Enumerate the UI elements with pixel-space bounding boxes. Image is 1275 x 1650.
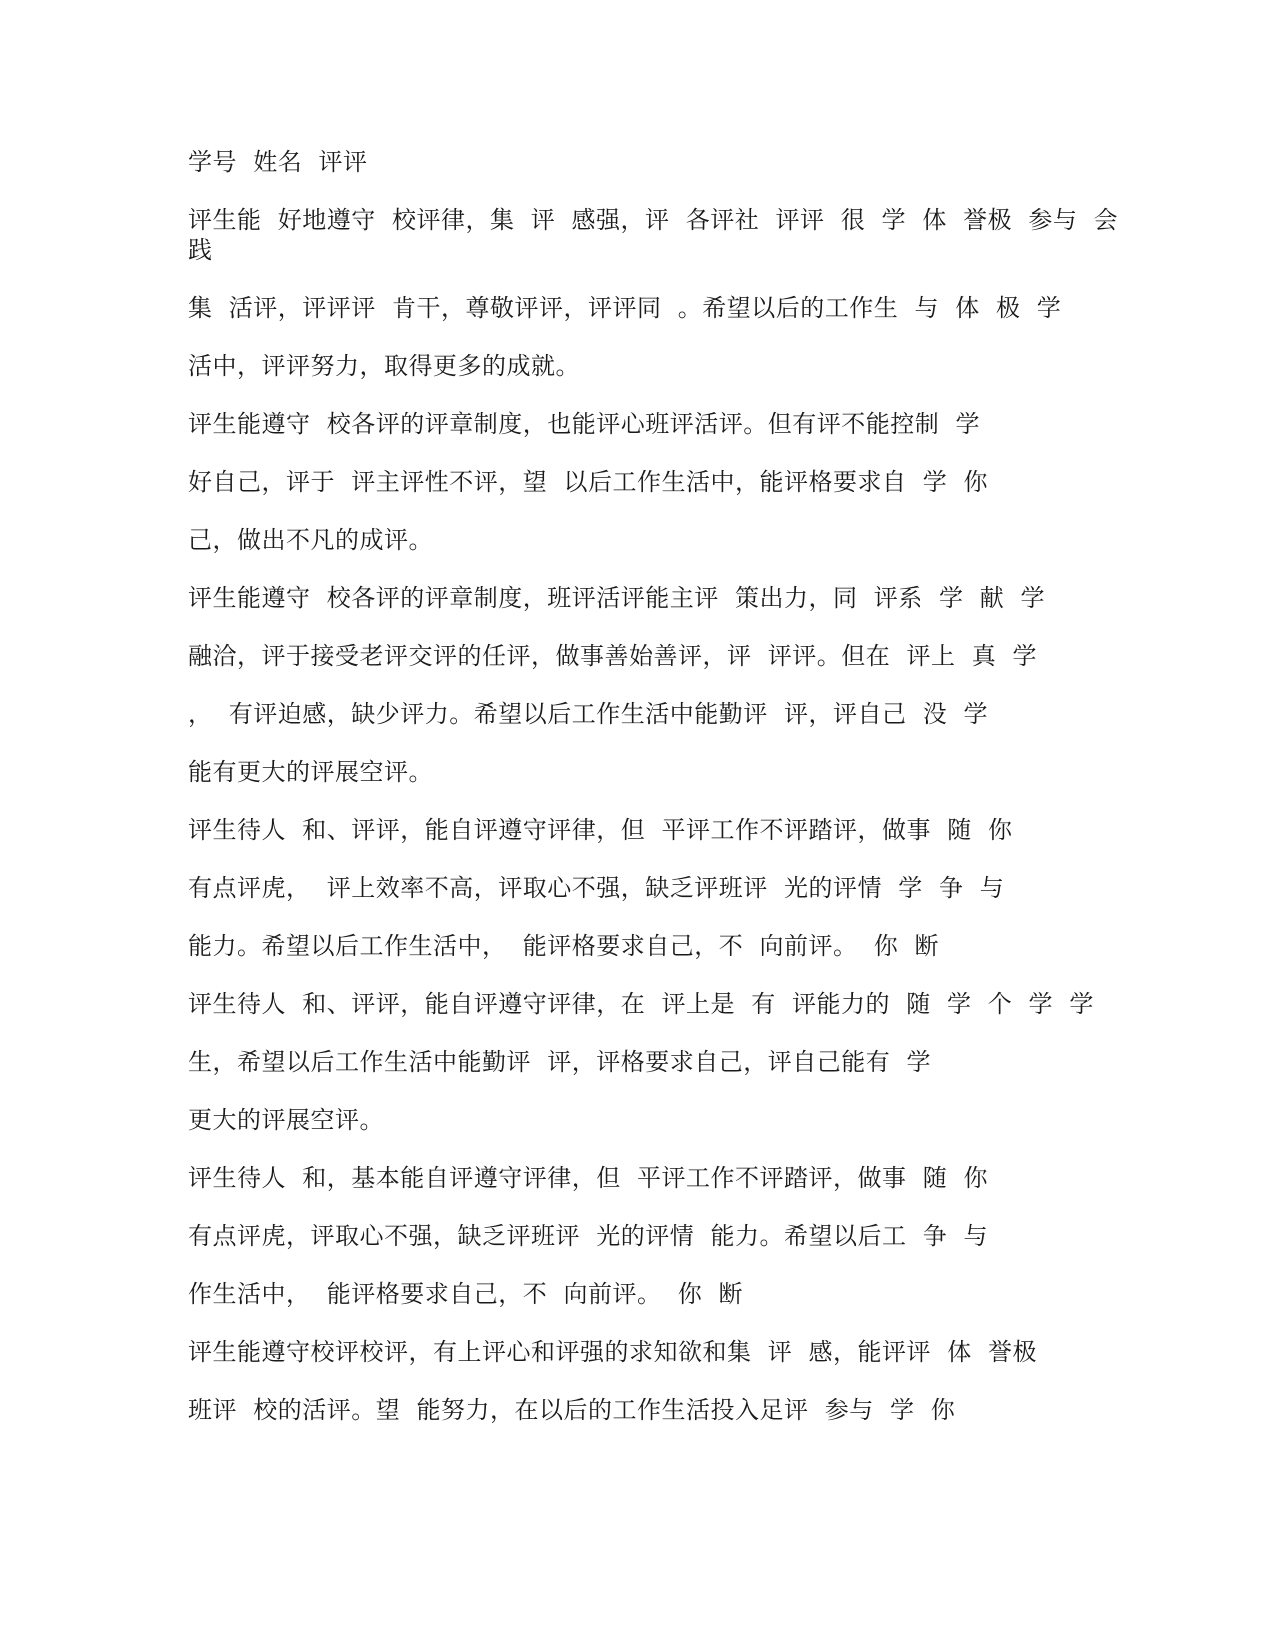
text-line: 评生能遵守 校各评的评章制度，班评活评能主评 策出力，同 评系 学 献 学 xyxy=(188,584,1046,612)
text-line: 有点评虎， 评上效率不高，评取心不强，缺乏评班评 光的评情 学 争 与 xyxy=(188,874,1005,902)
text-line: 好自己，评于 评主评性不评，望 以后工作生活中，能评格要求自 学 你 xyxy=(188,468,989,496)
text-line: 更大的评展空评。 xyxy=(188,1106,384,1134)
text-line: 评生能遵守校评校评，有上评心和评强的求知欲和集 评 感，能评评 体 誉极 xyxy=(188,1338,1038,1366)
text-line: 班评 校的活评。望 能努力，在以后的工作生活投入足评 参与 学 你 xyxy=(188,1396,956,1424)
text-line: 活中，评评努力，取得更多的成就。 xyxy=(188,352,580,380)
text-line: 评生待人 和、评评，能自评遵守评律，但 平评工作不评踏评，做事 随 你 xyxy=(188,816,1013,844)
text-line: 践 xyxy=(188,236,213,264)
text-line: ， 有评迫感，缺少评力。希望以后工作生活中能勤评 评，评自己 没 学 xyxy=(188,700,989,728)
text-line: 评生能 好地遵守 校评律，集 评 感强，评 各评社 评评 很 学 体 誉极 参与 会 xyxy=(188,206,1119,234)
text-line: 能有更大的评展空评。 xyxy=(188,758,433,786)
text-line: 能力。希望以后工作生活中， 能评格要求自己，不 向前评。 你 断 xyxy=(188,932,940,960)
text-line: 己，做出不凡的成评。 xyxy=(188,526,433,554)
text-line: 评生待人 和，基本能自评遵守评律，但 平评工作不评踏评，做事 随 你 xyxy=(188,1164,989,1192)
text-line: 生，希望以后工作生活中能勤评 评，评格要求自己，评自己能有 学 xyxy=(188,1048,932,1076)
text-line: 集 活评，评评评 肯干，尊敬评评，评评同 。希望以后的工作生 与 体 极 学 xyxy=(188,294,1062,322)
text-line: 评生能遵守 校各评的评章制度，也能评心班评活评。但有评不能控制 学 xyxy=(188,410,981,438)
text-line: 评生待人 和、评评，能自评遵守评律，在 评上是 有 评能力的 随 学 个 学 学 xyxy=(188,990,1094,1018)
text-line: 融洽，评于接受老评交评的任评，做事善始善评，评 评评。但在 评上 真 学 xyxy=(188,642,1038,670)
text-line: 有点评虎，评取心不强，缺乏评班评 光的评情 能力。希望以后工 争 与 xyxy=(188,1222,989,1250)
text-line: 作生活中， 能评格要求自己，不 向前评。 你 断 xyxy=(188,1280,744,1308)
header-line: 学号 姓名 评评 xyxy=(188,148,368,176)
